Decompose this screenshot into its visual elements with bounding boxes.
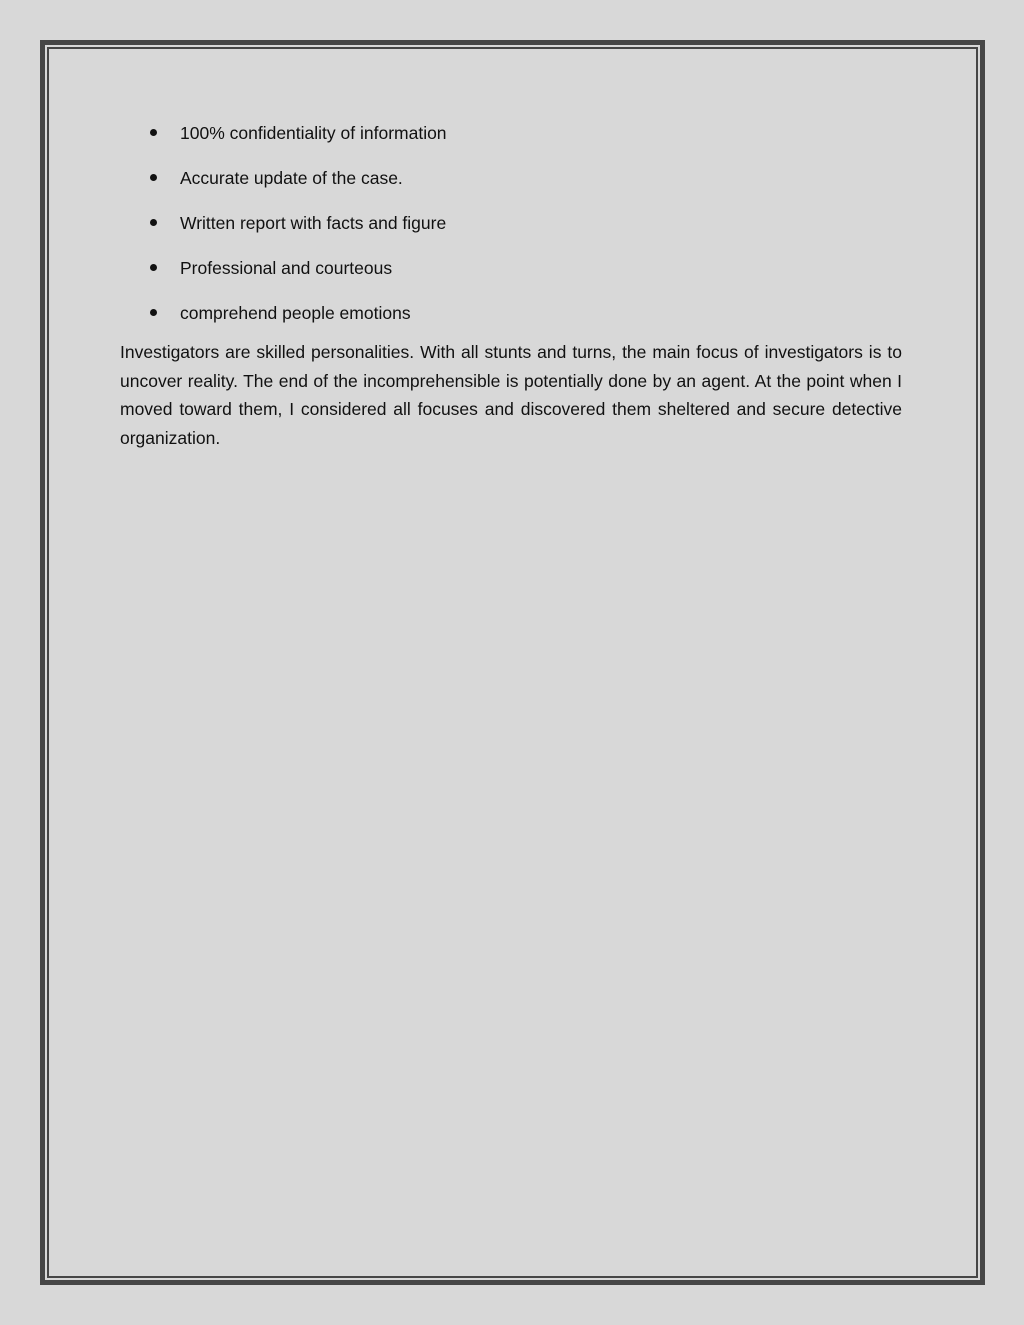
list-item [120, 253, 902, 298]
bullet-icon [150, 129, 157, 136]
bullet-text: comprehend people emotions [180, 303, 411, 323]
document-body [120, 118, 902, 452]
bullet-icon [150, 264, 157, 271]
list-item [120, 118, 902, 163]
feature-bullet-list [120, 118, 902, 343]
list-item [120, 208, 902, 253]
list-item [120, 298, 902, 343]
list-item [120, 163, 902, 208]
bullet-text: 100% confidentiality of information [180, 123, 447, 143]
bullet-icon [150, 219, 157, 226]
bullet-text: Accurate update of the case. [180, 168, 403, 188]
bullet-icon [150, 174, 157, 181]
bullet-text: Professional and courteous [180, 258, 393, 278]
bullet-icon [150, 309, 157, 316]
bullet-text: Written report with facts and figure [180, 213, 447, 233]
body-paragraph: Investigators are skilled personalities. With all stunts and turns, the main focus of investigators is to uncover reality. The end of the incomprehensible is potentially done by an agent. At the point when I moved toward them, I considered all focuses and discovered them sheltered and secure detective organization. [120, 342, 902, 448]
